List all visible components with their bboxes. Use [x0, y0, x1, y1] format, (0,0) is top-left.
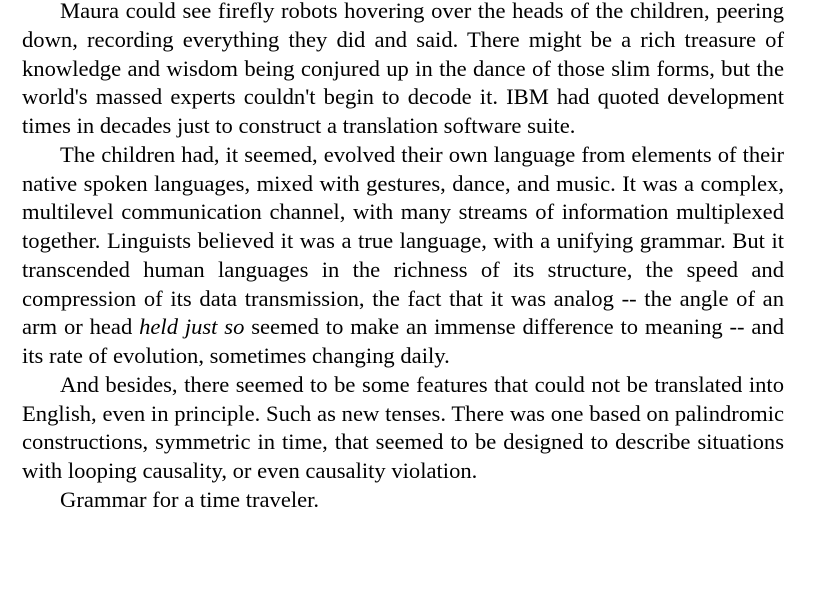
paragraph-4-text: Grammar for a time traveler.	[60, 486, 320, 512]
paragraph-3-text: And besides, there seemed to be some features that could not be translated into English, even in principle. Such as new tenses. There was one based on palindromic constructions, symmetric in time, that seemed to be designed to describe situations with looping causality, or even causality violation.	[22, 371, 784, 483]
paragraph-2-text-b: seemed to make an immense difference to meaning -- and its rate of evolution, sometimes changing daily.	[22, 314, 785, 368]
body-text	[22, 0, 784, 515]
emphasis-held-just-so: held just so	[139, 314, 245, 340]
paragraph-1-text: Maura could see firefly robots hovering over the heads of the children, peering down, recording everything they did and said. There might be a rich treasure of knowledge and wisdom being conjured up in the dance of those slim forms, but the world's massed experts couldn't begin to decode it. IBM had quoted development times in decades just to construct a translation software suite.	[22, 0, 784, 138]
paragraph-2	[22, 141, 784, 371]
paragraph-1	[22, 0, 784, 141]
paragraph-3	[22, 371, 784, 486]
paragraph-2-text-a: The children had, it seemed, evolved their own language from elements of their native spoken languages, mixed with gestures, dance, and music. It was a complex, multilevel communication channel, with many streams of information multiplexed together. Linguists believed it was a true language, with a unifying grammar. But it transcended human languages in the richness of its structure, the speed and compression of its data transmission, the fact that it was analog -- the angle of an arm or head	[22, 141, 784, 340]
paragraph-4	[22, 486, 784, 515]
